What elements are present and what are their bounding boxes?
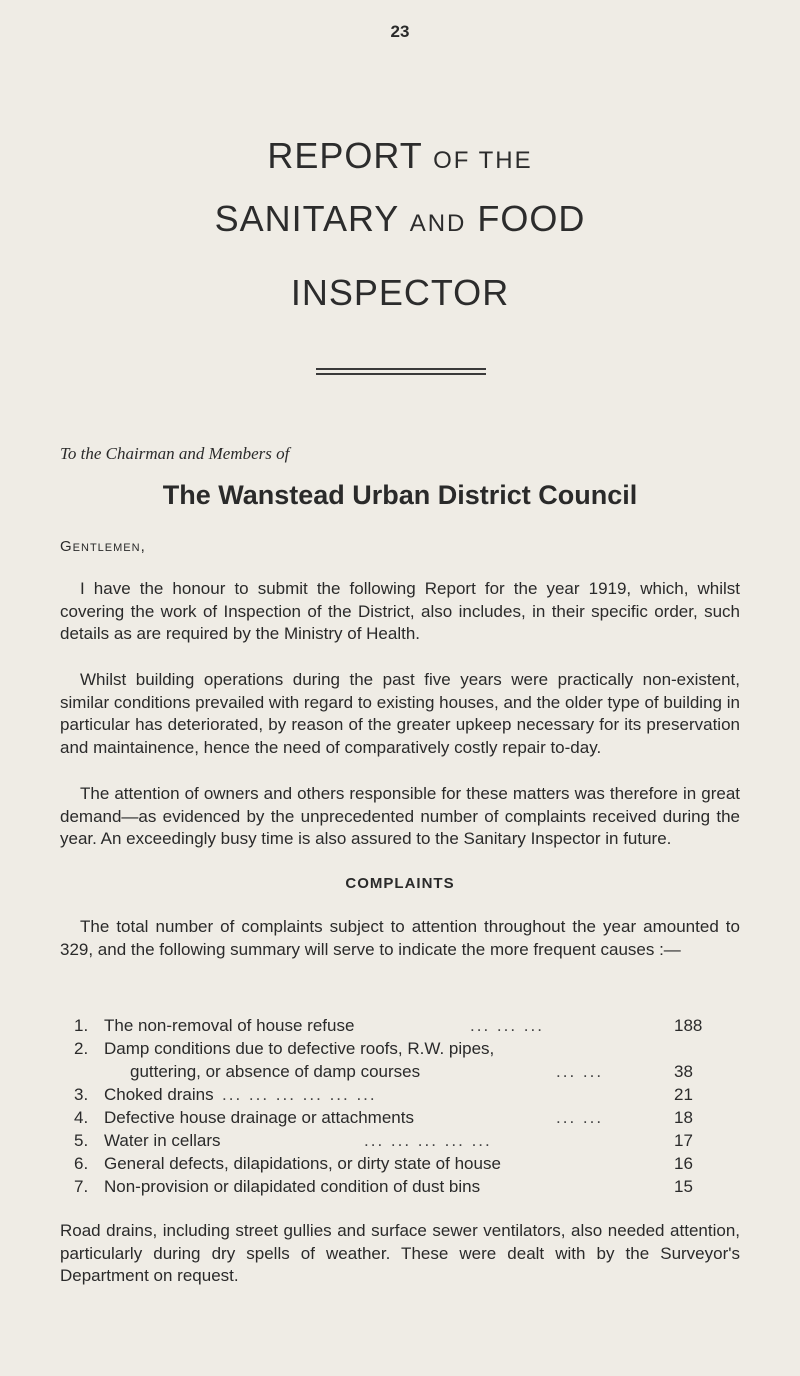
title-rule-top	[316, 368, 486, 370]
item-count: 18	[674, 1108, 693, 1127]
item-number: 5.	[74, 1131, 89, 1150]
item-text: Water in cellars	[104, 1131, 221, 1150]
item-text: Damp conditions due to defective roofs, R.W. pipes,	[104, 1039, 495, 1058]
item-number: 7.	[74, 1177, 89, 1196]
title-food: FOOD	[477, 198, 586, 239]
list-item	[74, 1014, 754, 1037]
greeting: Gentlemen,	[60, 538, 146, 555]
item-text: Non-provision or dilapidated condition of dust bins	[104, 1177, 481, 1196]
complaints-intro: The total number of complaints subject to attention throughout the year amounted to 329, and the following summary will serve to indicate the more frequent causes :—	[60, 917, 740, 959]
item-leader-dots: ... ... ...	[470, 1016, 544, 1035]
item-text-continuation: guttering, or absence of damp courses	[130, 1062, 421, 1081]
list-item	[74, 1175, 754, 1198]
report-title-line-3: INSPECTOR	[290, 272, 510, 313]
paragraph-2: Whilst building operations during the past five years were practically non-existent, similar conditions prevailed with regard to existing houses, and the older type of building in particular has deteriorated, by reason of the greater upkeep necessary for its preservation and maintainence, hence the need of comparatively costly repair to-day.	[60, 670, 740, 757]
item-count: 38	[674, 1062, 693, 1081]
complaints-list	[74, 1014, 754, 1198]
list-item	[74, 1106, 754, 1129]
title-rule-bottom	[316, 373, 486, 375]
item-number: 6.	[74, 1154, 89, 1173]
item-number: 4.	[74, 1108, 89, 1127]
item-leader-dots: ... ... ... ... ...	[364, 1131, 492, 1150]
council-name: The Wanstead Urban District Council	[162, 480, 638, 510]
item-text: Defective house drainage or attachments	[104, 1108, 414, 1127]
paragraph-1: I have the honour to submit the following Report for the year 1919, which, whilst covering the work of Inspection of the District, also includes, in their specific order, such details as are required by the Ministry of Health.	[60, 579, 740, 643]
item-count: 15	[674, 1177, 693, 1196]
item-leader-dots: ... ...	[556, 1108, 604, 1127]
closing-paragraph: Road drains, including street gullies and surface sewer ventilators, also needed attention, particularly during dry spells of weather. These were dealt with by the Surveyor's Department on request.	[60, 1221, 740, 1285]
item-count: 16	[674, 1154, 693, 1173]
title-report: REPORT	[267, 135, 423, 176]
list-item	[74, 1037, 754, 1060]
item-text: Choked drains	[104, 1085, 214, 1104]
item-count: 188	[674, 1016, 703, 1035]
complaints-heading: COMPLAINTS	[345, 875, 455, 892]
paragraph-3: The attention of owners and others responsible for these matters was therefore in great demand—as evidenced by the unprecedented number of complaints received during the year. An exceedingly busy time is also assured to the Sanitary Inspector in future.	[60, 784, 740, 848]
item-count: 17	[674, 1131, 693, 1150]
report-title-line-2	[0, 198, 800, 240]
addressee-line: To the Chairman and Members of	[60, 444, 290, 463]
item-text: The non-removal of house refuse	[104, 1016, 355, 1035]
list-item	[74, 1152, 754, 1175]
report-title-line-1	[0, 135, 800, 177]
title-and: AND	[409, 210, 467, 237]
page-number: 23	[390, 22, 410, 41]
title-of-the: OF THE	[433, 147, 533, 174]
item-number: 2.	[74, 1039, 89, 1058]
title-sanitary: SANITARY	[214, 198, 399, 239]
item-leader-dots: ... ...	[556, 1062, 604, 1081]
list-item-continuation	[74, 1060, 754, 1083]
item-text: General defects, dilapidations, or dirty state of house	[104, 1154, 501, 1173]
item-count: 21	[674, 1085, 693, 1104]
list-item	[74, 1129, 754, 1152]
list-item	[74, 1083, 754, 1106]
item-leader-dots: ... ... ... ... ... ...	[222, 1085, 377, 1104]
item-number: 3.	[74, 1085, 89, 1104]
item-number: 1.	[74, 1016, 89, 1035]
